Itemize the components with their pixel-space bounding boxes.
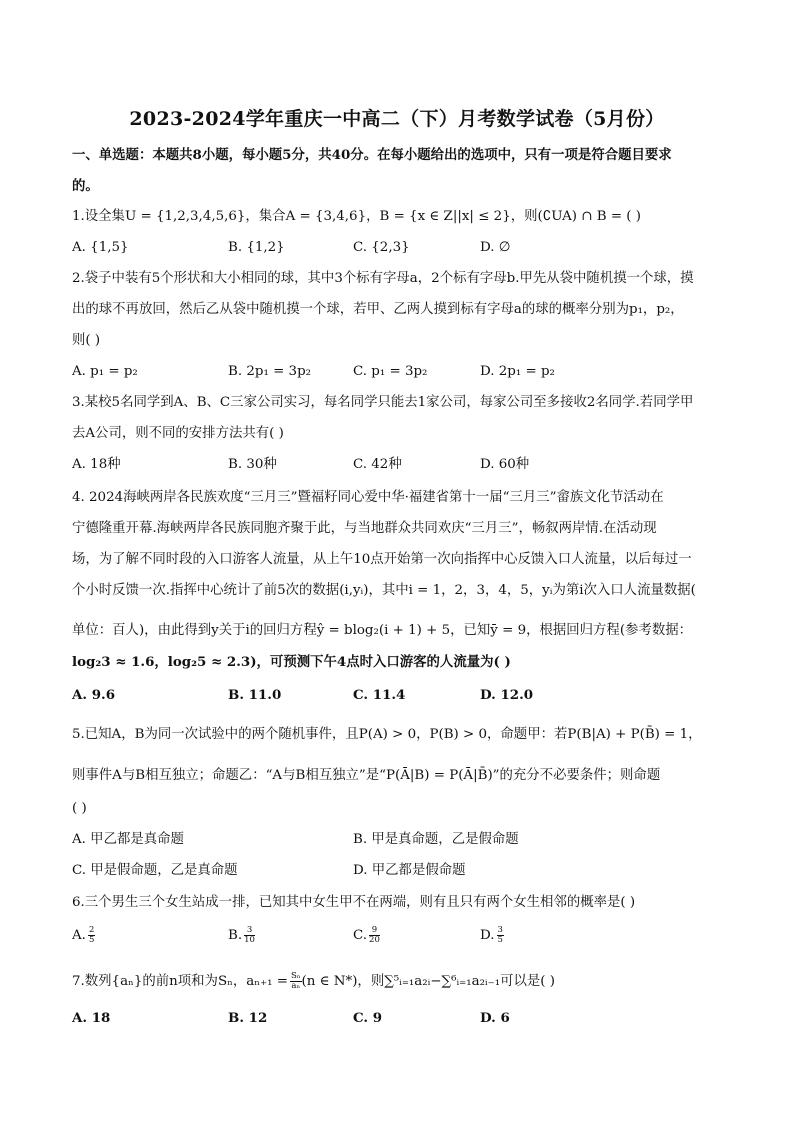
question-2-line2: 出的球不再放回，然后乙从袋中随机摸一个球，若甲、乙两人摸到标有字母a的球的概率分别为p₁，p₂， xyxy=(72,302,684,317)
q6-option-d xyxy=(480,926,504,946)
fraction-denominator: 5 xyxy=(497,935,503,945)
q6-option-a xyxy=(72,926,95,946)
question-4-line4: 个小时反馈一次.指挥中心统计了前5次的数据(i,yᵢ)，其中i = 1，2，3，4，5，yᵢ为第i次入口人流量数据( xyxy=(72,583,696,598)
fraction-denominator: aₙ xyxy=(291,981,301,991)
question-3-line1: 3.某校5名同学到A、B、C三家公司实习，每名同学只能去1家公司，每家公司至多接收2名同学.若同学甲 xyxy=(72,395,694,410)
q5-option-d: D. 甲乙都是假命题 xyxy=(353,863,466,878)
q4-option-a: A. 9.6 xyxy=(72,687,116,703)
question-7-part2: (n ∈ N*)，则∑⁵ᵢ₌₁a₂ᵢ−∑⁶ᵢ₌₁a₂ᵢ₋₁可以是( ) xyxy=(301,974,555,989)
fraction-numerator: 2 xyxy=(88,925,95,935)
q3-option-b: B. 30种 xyxy=(228,457,277,472)
question-6-stem: 6.三个男生三个女生站成一排，已知其中女生甲不在两端，则有且只有两个女生相邻的概率是( ) xyxy=(72,895,636,910)
question-4-line3: 场，为了解不同时段的入口游客人流量，从上午10点开始第一次向指挥中心反馈入口人流量，以后每过一 xyxy=(72,552,692,567)
fraction-numerator: 9 xyxy=(369,926,380,936)
q5-option-a: A. 甲乙都是真命题 xyxy=(72,832,184,847)
question-7-stem xyxy=(72,972,555,992)
fraction-denominator: 10 xyxy=(244,935,255,945)
question-2-line1: 2.袋子中装有5个形状和大小相同的球，其中3个标有字母a，2个标有字母b.甲先从袋中随机摸一个球，摸 xyxy=(72,271,694,286)
q5-option-b: B. 甲是真命题，乙是假命题 xyxy=(353,832,519,847)
page-title: 2023-2024学年重庆一中高二（下）月考数学试卷（5月份） xyxy=(129,108,665,130)
fraction-numerator: 3 xyxy=(244,926,255,936)
question-7-fraction xyxy=(290,972,302,991)
q7-option-b: B. 12 xyxy=(228,1010,268,1026)
fraction-numerator: Sₙ xyxy=(291,971,301,981)
question-5-line3: ( ) xyxy=(72,801,87,816)
section-header-cont: 的。 xyxy=(72,178,99,194)
q6-option-c xyxy=(353,926,380,946)
q7-option-d: D. 6 xyxy=(480,1010,510,1026)
question-4-line5: 单位：百人)，由此得到y关于i的回归方程ŷ = blog₂(i + 1) + 5，已知ȳ = 9，根据回归方程(参考数据： xyxy=(72,623,693,638)
q6-option-c-label: C. xyxy=(353,928,368,943)
q1-option-a: A. {1,5} xyxy=(72,240,129,255)
q3-option-c: C. 42种 xyxy=(353,457,402,472)
question-7-part1: 7.数列{aₙ}的前n项和为Sₙ，aₙ₊₁ = xyxy=(72,974,288,989)
fraction-denominator: 5 xyxy=(88,935,95,945)
q6-option-b-fraction xyxy=(244,926,255,945)
q6-option-a-label: A. xyxy=(72,928,86,943)
q7-option-a: A. 18 xyxy=(72,1010,111,1026)
q2-option-a: A. p₁ = p₂ xyxy=(72,364,138,379)
fraction-numerator: 3 xyxy=(497,925,503,935)
q3-option-d: D. 60种 xyxy=(480,457,530,472)
q4-option-c: C. 11.4 xyxy=(353,687,406,703)
q6-option-d-label: D. xyxy=(480,928,495,943)
q4-option-d: D. 12.0 xyxy=(480,687,534,703)
question-5-line2: 则事件A与B相互独立；命题乙：“A与B相互独立”是“P(Ā|B) = P(Ā|B̄)”的充分不必要条件；则命题 xyxy=(72,768,661,783)
question-5-line1: 5.已知A，B为同一次试验中的两个随机事件，且P(A) > 0，P(B) > 0，命题甲：若P(B|A) + P(B̄) = 1， xyxy=(72,727,702,742)
q6-option-b-label: B. xyxy=(228,928,243,943)
question-4-line2: 宁德隆重开幕.海峡两岸各民族同胞齐聚于此，与当地群众共同欢庆“三月三”，畅叙两岸情.在活动现 xyxy=(72,521,657,536)
q6-option-b xyxy=(228,926,255,946)
question-1-stem: 1.设全集U = {1,2,3,4,5,6}，集合A = {3,4,6}，B = {x ∈ Z||x| ≤ 2}，则(∁UA) ∩ B = ( ) xyxy=(72,209,642,224)
q2-option-b: B. 2p₁ = 3p₂ xyxy=(228,364,312,379)
q1-option-d: D. ∅ xyxy=(480,240,511,255)
q6-option-c-fraction xyxy=(369,926,380,945)
question-4-line1: 4. 2024海峡两岸各民族欢度“三月三”暨福籽同心爱中华·福建省第十一届“三月三”畲族文化节活动在 xyxy=(72,490,664,505)
q1-option-b: B. {1,2} xyxy=(228,240,285,255)
q7-option-c: C. 9 xyxy=(353,1010,383,1026)
q1-option-c: C. {2,3} xyxy=(353,240,410,255)
q4-option-b: B. 11.0 xyxy=(228,687,282,703)
question-2-line3: 则( ) xyxy=(72,333,101,348)
q3-option-a: A. 18种 xyxy=(72,457,121,472)
fraction-denominator: 20 xyxy=(369,935,380,945)
question-3-line2: 去A公司，则不同的安排方法共有( ) xyxy=(72,426,284,441)
q5-option-c: C. 甲是假命题，乙是真命题 xyxy=(72,863,238,878)
q6-option-d-fraction xyxy=(497,926,504,945)
q2-option-d: D. 2p₁ = p₂ xyxy=(480,364,555,379)
q6-option-a-fraction xyxy=(88,926,95,945)
section-header: 一、单选题：本题共8小题，每小题5分，共40分。在每小题给出的选项中，只有一项是符合题目要求 xyxy=(72,147,672,163)
question-4-line6: log₂3 ≈ 1.6，log₂5 ≈ 2.3)，可预测下午4点时入口游客的人流量为( ) xyxy=(72,654,511,670)
q2-option-c: C. p₁ = 3p₂ xyxy=(353,364,428,379)
